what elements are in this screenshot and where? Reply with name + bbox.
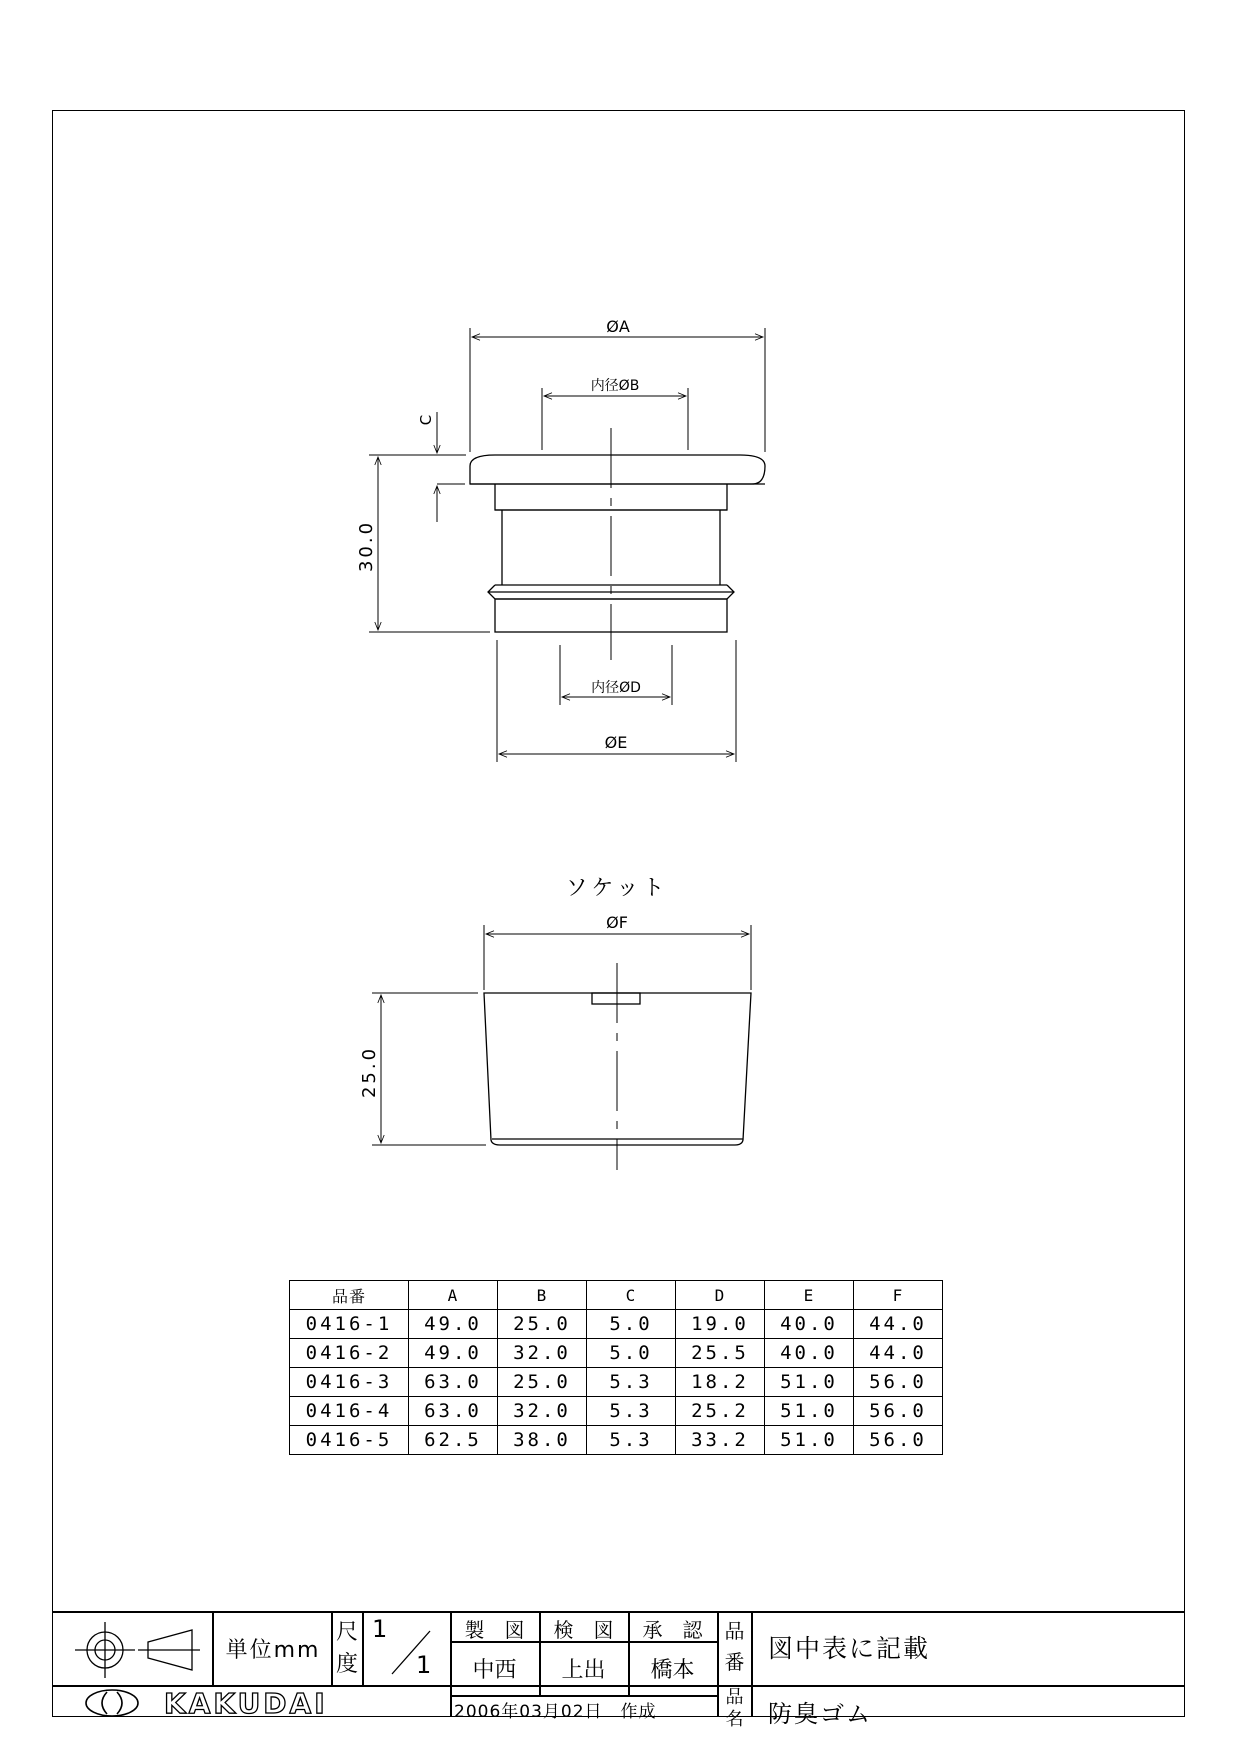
table-row — [290, 1397, 943, 1426]
dim-A-label: ØA — [606, 317, 630, 336]
drawn-label: 製 図 — [464, 1618, 525, 1642]
header-E: E — [765, 1281, 854, 1310]
cell-E: 40.0 — [765, 1310, 854, 1339]
dim-E-label: ØE — [604, 733, 628, 752]
dim-B-label: 内径ØB — [590, 378, 640, 394]
dimension-B — [542, 388, 688, 450]
third-angle-projection-icon — [70, 1619, 200, 1679]
cell-C: 5.0 — [587, 1310, 676, 1339]
dim-F-label: ØF — [606, 913, 628, 932]
socket-notch — [592, 993, 640, 1004]
checked-by: 上出 — [561, 1658, 606, 1683]
cell-B: 25.0 — [498, 1310, 587, 1339]
dimension-D — [560, 645, 672, 705]
cell-D: 33.2 — [676, 1426, 765, 1455]
dim-C-label: C — [417, 414, 435, 426]
unit-label: 単位mm — [225, 1638, 321, 1663]
dim-height-socket-label: 25.0 — [359, 1045, 380, 1099]
header-A: A — [409, 1281, 498, 1310]
cell-A: 62.5 — [409, 1426, 498, 1455]
table-row — [290, 1426, 943, 1455]
cell-F: 44.0 — [854, 1310, 943, 1339]
date-created: 2006年03月02日 作成 — [454, 1702, 657, 1722]
part-name-label-2: 名 — [725, 1709, 744, 1730]
cell-B: 38.0 — [498, 1426, 587, 1455]
cell-E: 51.0 — [765, 1426, 854, 1455]
cell-D: 18.2 — [676, 1368, 765, 1397]
part-name-value: 防臭ゴム — [768, 1700, 872, 1728]
cell-A: 63.0 — [409, 1397, 498, 1426]
part-name-label-1: 品 — [725, 1687, 744, 1708]
cell-part-no: 0416-4 — [290, 1397, 409, 1426]
cell-part-no: 0416-1 — [290, 1310, 409, 1339]
cell-E: 40.0 — [765, 1339, 854, 1368]
header-B: B — [498, 1281, 587, 1310]
dim-height-top-label: 30.0 — [356, 519, 377, 573]
cell-C: 5.3 — [587, 1426, 676, 1455]
cell-A: 63.0 — [409, 1368, 498, 1397]
cell-F: 56.0 — [854, 1426, 943, 1455]
cell-A: 49.0 — [409, 1310, 498, 1339]
table-row — [290, 1368, 943, 1397]
cell-part-no: 0416-2 — [290, 1339, 409, 1368]
header-part-no: 品番 — [290, 1281, 409, 1310]
scale-label-2: 度 — [335, 1652, 358, 1677]
header-D: D — [676, 1281, 765, 1310]
part-no-label-2: 番 — [724, 1650, 745, 1674]
header-C: C — [587, 1281, 676, 1310]
cell-C: 5.3 — [587, 1397, 676, 1426]
table-header-row — [290, 1281, 943, 1310]
table-row — [290, 1339, 943, 1368]
cell-part-no: 0416-5 — [290, 1426, 409, 1455]
header-F: F — [854, 1281, 943, 1310]
part-no-value: 図中表に記載 — [768, 1634, 931, 1663]
socket-title: ソケット — [565, 876, 669, 901]
dim-D-label: 内径ØD — [591, 680, 641, 696]
cell-D: 19.0 — [676, 1310, 765, 1339]
cell-B: 25.0 — [498, 1368, 587, 1397]
cell-D: 25.2 — [676, 1397, 765, 1426]
cell-F: 56.0 — [854, 1368, 943, 1397]
cell-C: 5.0 — [587, 1339, 676, 1368]
cell-A: 49.0 — [409, 1339, 498, 1368]
cell-F: 56.0 — [854, 1397, 943, 1426]
cell-E: 51.0 — [765, 1368, 854, 1397]
cell-part-no: 0416-3 — [290, 1368, 409, 1397]
drawn-by: 中西 — [472, 1658, 517, 1683]
cell-F: 44.0 — [854, 1339, 943, 1368]
approved-by: 橋本 — [650, 1658, 695, 1683]
cell-C: 5.3 — [587, 1368, 676, 1397]
cell-B: 32.0 — [498, 1397, 587, 1426]
part-no-label-1: 品 — [724, 1619, 745, 1643]
scale-label-1: 尺 — [335, 1620, 358, 1645]
dimension-height-top — [369, 455, 490, 632]
scale-denominator: 1 — [416, 1651, 432, 1679]
dimension-C — [437, 412, 465, 522]
cell-E: 51.0 — [765, 1397, 854, 1426]
cell-D: 25.5 — [676, 1339, 765, 1368]
checked-label: 検 図 — [553, 1618, 614, 1642]
cap-flange-outline — [470, 455, 765, 484]
title-block — [52, 1611, 1185, 1730]
table-row — [290, 1310, 943, 1339]
scale-slash — [370, 1619, 448, 1681]
approved-label: 承 認 — [642, 1618, 703, 1642]
kakudai-logo-icon — [82, 1689, 142, 1717]
dimension-table — [289, 1280, 943, 1455]
dimension-height-socket — [372, 993, 486, 1145]
company-name: KAKUDAI — [164, 1687, 328, 1720]
rubber-cap-view — [470, 455, 765, 632]
cell-B: 32.0 — [498, 1339, 587, 1368]
scale-numerator: 1 — [372, 1615, 388, 1643]
